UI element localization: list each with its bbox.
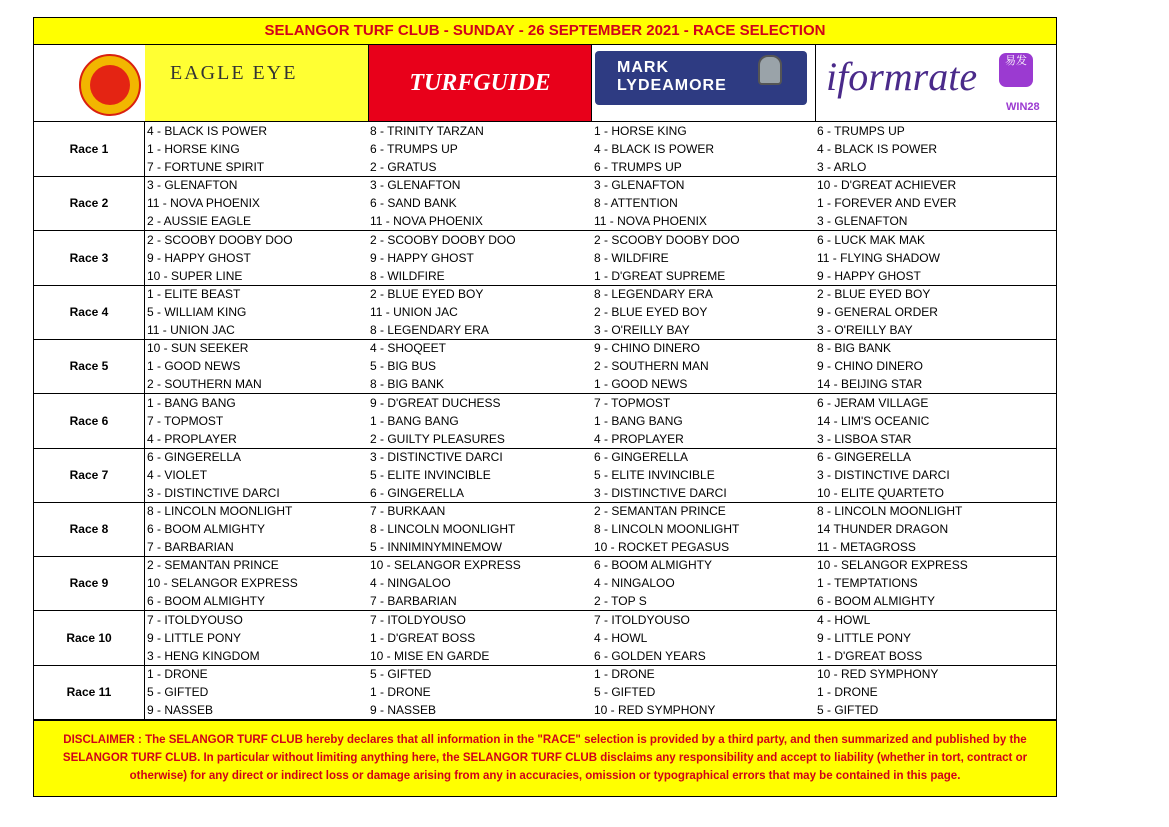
- race-row: [34, 611, 1056, 666]
- selection-entry: 5 - INNIMINYMINEMOW: [370, 540, 502, 555]
- race-label: Race 7: [34, 448, 145, 502]
- selection-entry: 1 - DRONE: [370, 685, 431, 699]
- race-row: [34, 448, 1056, 503]
- selection-entry: 5 - ELITE INVINCIBLE: [370, 467, 491, 482]
- selection-entry: 6 - GINGERELLA: [817, 449, 912, 464]
- win28-label: WIN28: [1006, 101, 1040, 113]
- selection-entry: 3 - GLENAFTON: [817, 214, 908, 229]
- eagle-eye-wordmark: EAGLE EYE: [170, 62, 298, 84]
- selection-entry: 10 - SUPER LINE: [147, 268, 243, 283]
- selection-entry: 2 - GRATUS: [370, 160, 437, 174]
- selection-entry: 6 - BOOM ALMIGHTY: [594, 558, 713, 573]
- selection-entry: 6 - BOOM ALMIGHTY: [147, 594, 266, 609]
- selection-entry: 5 - GIFTED: [817, 703, 879, 717]
- selection-entry: 1 - BANG BANG: [594, 413, 683, 428]
- iformrate-wordmark: iformrate: [826, 54, 978, 99]
- race-selection-table: [34, 122, 1056, 720]
- tipster-column-3: [593, 231, 815, 285]
- selection-entry: 1 - DRONE: [594, 667, 655, 681]
- tipster-column-4: [816, 122, 1056, 176]
- race-row: [34, 231, 1056, 286]
- race-label: Race 3: [34, 231, 145, 285]
- tipster-column-1: [146, 448, 368, 502]
- tipster-column-4: [816, 448, 1056, 502]
- selection-entry: 8 - BIG BANK: [817, 341, 892, 356]
- selection-entry: 2 - SCOOBY DOOBY DOO: [370, 232, 516, 247]
- tipster-logo-row: [34, 45, 1056, 122]
- tipster-column-4: [816, 611, 1056, 665]
- selection-entry: 4 - BLACK IS POWER: [817, 142, 938, 156]
- race-label: Race 10: [34, 611, 145, 665]
- mark-lydeamore-line2: LYDEAMORE: [617, 77, 727, 94]
- tipster-column-3: [593, 611, 815, 665]
- disclaimer-text: DISCLAIMER : The SELANGOR TURF CLUB hereby declares that all information in the "RACE" selection is provided by a third party, and then summarized and published by the SELANGOR TURF CLUB. In particular without limiting anything here, the SELANGOR TURF CLUB disclaims any responsibility and accept to liability (whether in tort, contract or otherwise) for any direct or indirect loss or damage arising from any in accuracies, omission or typographical errors that may be contained in this page.: [34, 720, 1056, 796]
- selection-entry: 3 - LISBOA STAR: [817, 431, 912, 446]
- selection-entry: 5 - GIFTED: [370, 667, 432, 681]
- selection-entry: 1 - GOOD NEWS: [594, 377, 688, 392]
- tipster-column-1: [146, 665, 368, 719]
- selection-entry: 2 - AUSSIE EAGLE: [147, 214, 252, 229]
- selection-entry: 3 - DISTINCTIVE DARCI: [370, 449, 503, 464]
- selection-entry: 1 - HORSE KING: [594, 124, 687, 138]
- selection-entry: 1 - DRONE: [817, 685, 878, 699]
- selection-entry: 9 - HAPPY GHOST: [147, 250, 251, 265]
- selection-entry: 10 - SELANGOR EXPRESS: [817, 558, 968, 573]
- selection-entry: 7 - TOPMOST: [147, 413, 224, 428]
- tipster-column-2: [369, 394, 592, 448]
- turfguide-wordmark: TURFGUIDE: [409, 70, 551, 96]
- selection-entry: 6 - TRUMPS UP: [370, 142, 458, 156]
- selection-entry: 10 - SELANGOR EXPRESS: [147, 576, 298, 591]
- selection-entry: 3 - GLENAFTON: [594, 178, 685, 193]
- selection-entry: 8 - LINCOLN MOONLIGHT: [147, 504, 293, 519]
- selection-entry: 7 - FORTUNE SPIRIT: [147, 160, 265, 174]
- race-label: Race 2: [34, 176, 145, 230]
- race-label: Race 4: [34, 285, 145, 339]
- tipster-column-3: [593, 448, 815, 502]
- race-label: Race 8: [34, 502, 145, 556]
- selection-entry: 7 - ITOLDYOUSO: [594, 612, 690, 627]
- selection-entry: 1 - FOREVER AND EVER: [817, 196, 957, 211]
- selection-entry: 2 - SCOOBY DOOBY DOO: [594, 232, 740, 247]
- selection-entry: 8 - WILDFIRE: [594, 250, 669, 265]
- selection-entry: 9 - LITTLE PONY: [147, 630, 242, 645]
- selection-entry: 6 - GINGERELLA: [370, 485, 465, 500]
- race-label: Race 1: [34, 122, 145, 176]
- selection-entry: 9 - LITTLE PONY: [817, 630, 912, 645]
- selection-entry: 3 - O'REILLY BAY: [817, 322, 913, 337]
- selection-entry: 3 - DISTINCTIVE DARCI: [147, 485, 280, 500]
- selection-entry: 2 - SEMANTAN PRINCE: [147, 558, 279, 573]
- selection-entry: 1 - D'GREAT BOSS: [817, 648, 923, 663]
- selection-entry: 11 - UNION JAC: [370, 304, 458, 319]
- selection-entry: 9 - CHINO DINERO: [594, 341, 701, 356]
- selection-entry: 6 - LUCK MAK MAK: [817, 232, 926, 247]
- selection-entry: 3 - DISTINCTIVE DARCI: [594, 485, 727, 500]
- selection-entry: 8 - TRINITY TARZAN: [370, 124, 484, 138]
- tipster-column-2: [369, 231, 592, 285]
- race-row: [34, 665, 1056, 720]
- selection-entry: 4 - PROPLAYER: [594, 431, 684, 446]
- selection-entry: 3 - ARLO: [817, 160, 867, 174]
- selection-entry: 9 - CHINO DINERO: [817, 359, 924, 374]
- selection-entry: 1 - D'GREAT SUPREME: [594, 268, 726, 283]
- tipster-column-3: [593, 176, 815, 230]
- race-row: [34, 122, 1056, 177]
- selection-entry: 2 - TOP S: [594, 594, 647, 609]
- selection-entry: 2 - BLUE EYED BOY: [370, 286, 484, 301]
- selection-entry: 4 - NINGALOO: [594, 576, 675, 591]
- selection-entry: 7 - BARBARIAN: [147, 540, 234, 555]
- selection-entry: 8 - ATTENTION: [594, 196, 678, 211]
- tipster-column-2: [369, 339, 592, 393]
- club-seal-icon: [79, 54, 141, 116]
- turfguide-logo: [368, 45, 592, 121]
- selection-entry: 1 - ELITE BEAST: [147, 286, 241, 301]
- selection-entry: 3 - GLENAFTON: [370, 178, 461, 193]
- selection-entry: 11 - FLYING SHADOW: [817, 250, 940, 265]
- selection-entry: 8 - LINCOLN MOONLIGHT: [370, 522, 516, 537]
- selection-entry: 5 - GIFTED: [594, 685, 656, 699]
- selection-entry: 7 - BARBARIAN: [370, 594, 457, 609]
- selection-entry: 14 - BEIJING STAR: [817, 377, 923, 392]
- tipster-column-3: [593, 502, 815, 556]
- tipster-column-1: [146, 556, 368, 610]
- tipster-column-4: [816, 339, 1056, 393]
- selection-entry: 1 - GOOD NEWS: [147, 359, 241, 374]
- selection-entry: 9 - HAPPY GHOST: [817, 268, 921, 283]
- tipster-column-4: [816, 665, 1056, 719]
- selection-entry: 14 THUNDER DRAGON: [817, 522, 949, 537]
- race-label: Race 9: [34, 556, 145, 610]
- selection-entry: 8 - WILDFIRE: [370, 268, 445, 283]
- selection-entry: 11 - METAGROSS: [817, 540, 916, 555]
- tipster-column-1: [146, 176, 368, 230]
- selection-entry: 7 - TOPMOST: [594, 395, 671, 410]
- mark-lydeamore-line1: MARK: [617, 59, 669, 76]
- selection-entry: 4 - PROPLAYER: [147, 431, 237, 446]
- selection-entry: 10 - RED SYMPHONY: [594, 703, 716, 717]
- selection-entry: 2 - BLUE EYED BOY: [817, 286, 931, 301]
- tipster-column-1: [146, 394, 368, 448]
- selection-entry: 4 - HOWL: [817, 612, 871, 627]
- selection-entry: 10 - SUN SEEKER: [147, 341, 249, 356]
- selection-entry: 6 - BOOM ALMIGHTY: [817, 594, 936, 609]
- selection-entry: 7 - BURKAAN: [370, 504, 446, 519]
- selection-entry: 10 - D'GREAT ACHIEVER: [817, 178, 957, 193]
- tipster-column-2: [369, 122, 592, 176]
- selection-entry: 4 - BLACK IS POWER: [147, 124, 268, 138]
- tipster-column-1: [146, 231, 368, 285]
- selection-entry: 4 - SHOQEET: [370, 341, 447, 356]
- selection-entry: 10 - ELITE QUARTETO: [817, 485, 944, 500]
- selection-entry: 6 - GINGERELLA: [594, 449, 689, 464]
- tipster-column-1: [146, 502, 368, 556]
- win28-badge-icon: 易发: [999, 53, 1033, 87]
- selection-entry: 1 - TEMPTATIONS: [817, 576, 918, 591]
- tipster-column-2: [369, 556, 592, 610]
- selection-entry: 2 - GUILTY PLEASURES: [370, 431, 505, 446]
- selection-entry: 10 - RED SYMPHONY: [817, 667, 939, 681]
- selection-entry: 2 - BLUE EYED BOY: [594, 304, 708, 319]
- selection-entry: 4 - VIOLET: [147, 467, 208, 482]
- selection-entry: 2 - SOUTHERN MAN: [594, 359, 709, 374]
- tipster-column-4: [816, 394, 1056, 448]
- selection-entry: 7 - ITOLDYOUSO: [147, 612, 243, 627]
- race-row: [34, 339, 1056, 394]
- race-row: [34, 285, 1056, 340]
- selection-entry: 6 - TRUMPS UP: [817, 124, 905, 138]
- race-row: [34, 394, 1056, 449]
- selection-entry: 8 - LINCOLN MOONLIGHT: [594, 522, 740, 537]
- tipster-column-2: [369, 502, 592, 556]
- selection-entry: 9 - NASSEB: [147, 703, 214, 717]
- page-title: SELANGOR TURF CLUB - SUNDAY - 26 SEPTEMBER 2021 - RACE SELECTION: [34, 18, 1056, 45]
- selection-entry: 3 - O'REILLY BAY: [594, 322, 690, 337]
- selection-entry: 11 - NOVA PHOENIX: [594, 214, 707, 229]
- tipster-column-4: [816, 502, 1056, 556]
- selection-entry: 8 - LINCOLN MOONLIGHT: [817, 504, 963, 519]
- selection-entry: 9 - GENERAL ORDER: [817, 304, 938, 319]
- selection-entry: 6 - TRUMPS UP: [594, 160, 682, 174]
- selection-entry: 11 - UNION JAC: [147, 322, 235, 337]
- tipster-column-1: [146, 339, 368, 393]
- tipster-column-4: [816, 176, 1056, 230]
- selection-entry: 5 - GIFTED: [147, 685, 209, 699]
- tipster-column-2: [369, 611, 592, 665]
- selection-entry: 5 - WILLIAM KING: [147, 304, 247, 319]
- tipster-column-2: [369, 448, 592, 502]
- selection-entry: 1 - D'GREAT BOSS: [370, 630, 476, 645]
- selection-entry: 8 - BIG BANK: [370, 377, 445, 392]
- selection-entry: 2 - SOUTHERN MAN: [147, 377, 262, 392]
- selection-entry: 7 - ITOLDYOUSO: [370, 612, 466, 627]
- selection-entry: 1 - DRONE: [147, 667, 208, 681]
- race-label: Race 6: [34, 394, 145, 448]
- selection-entry: 6 - GOLDEN YEARS: [594, 648, 706, 663]
- selection-entry: 11 - NOVA PHOENIX: [370, 214, 483, 229]
- tipster-column-2: [369, 665, 592, 719]
- race-selection-sheet: [33, 17, 1057, 797]
- iformrate-logo: [815, 45, 1056, 121]
- selection-entry: 8 - LEGENDARY ERA: [370, 322, 489, 337]
- tipster-column-4: [816, 231, 1056, 285]
- selection-entry: 10 - MISE EN GARDE: [370, 648, 490, 663]
- race-label: Race 11: [34, 665, 145, 719]
- selection-entry: 6 - JERAM VILLAGE: [817, 395, 929, 410]
- selection-entry: 1 - BANG BANG: [147, 395, 236, 410]
- tipster-column-3: [593, 394, 815, 448]
- selection-entry: 10 - ROCKET PEGASUS: [594, 540, 730, 555]
- tipster-column-2: [369, 285, 592, 339]
- selection-entry: 1 - HORSE KING: [147, 142, 240, 156]
- selection-entry: 6 - SAND BANK: [370, 196, 457, 211]
- mark-lydeamore-logo: [592, 45, 815, 121]
- race-row: [34, 502, 1056, 557]
- tipster-column-3: [593, 339, 815, 393]
- selection-entry: 6 - BOOM ALMIGHTY: [147, 522, 266, 537]
- selection-entry: 2 - SEMANTAN PRINCE: [594, 504, 726, 519]
- selection-entry: 3 - DISTINCTIVE DARCI: [817, 467, 950, 482]
- tipster-column-1: [146, 285, 368, 339]
- selection-entry: 6 - GINGERELLA: [147, 449, 242, 464]
- tipster-column-3: [593, 665, 815, 719]
- selection-entry: 2 - SCOOBY DOOBY DOO: [147, 232, 293, 247]
- race-row: [34, 176, 1056, 231]
- selection-entry: 4 - BLACK IS POWER: [594, 142, 715, 156]
- race-row: [34, 556, 1056, 611]
- selection-entry: 8 - LEGENDARY ERA: [594, 286, 713, 301]
- selection-entry: 4 - HOWL: [594, 630, 648, 645]
- tipster-column-4: [816, 556, 1056, 610]
- microphone-icon: [758, 55, 782, 85]
- eagle-eye-logo: [145, 45, 368, 121]
- mark-lydeamore-banner: [595, 51, 807, 105]
- tipster-column-2: [369, 176, 592, 230]
- tipster-column-3: [593, 556, 815, 610]
- selection-entry: 9 - NASSEB: [370, 703, 437, 717]
- selection-entry: 3 - HENG KINGDOM: [147, 648, 260, 663]
- selection-entry: 3 - GLENAFTON: [147, 178, 238, 193]
- tipster-column-4: [816, 285, 1056, 339]
- selection-entry: 14 - LIM'S OCEANIC: [817, 413, 930, 428]
- selection-entry: 9 - D'GREAT DUCHESS: [370, 395, 501, 410]
- tipster-column-1: [146, 611, 368, 665]
- selection-entry: 11 - NOVA PHOENIX: [147, 196, 260, 211]
- selangor-turf-club-logo: [34, 45, 145, 121]
- selection-entry: 10 - SELANGOR EXPRESS: [370, 558, 521, 573]
- selection-entry: 5 - ELITE INVINCIBLE: [594, 467, 715, 482]
- tipster-column-3: [593, 285, 815, 339]
- selection-entry: 1 - BANG BANG: [370, 413, 459, 428]
- tipster-column-3: [593, 122, 815, 176]
- selection-entry: 4 - NINGALOO: [370, 576, 451, 591]
- selection-entry: 5 - BIG BUS: [370, 359, 437, 374]
- race-label: Race 5: [34, 339, 145, 393]
- selection-entry: 9 - HAPPY GHOST: [370, 250, 474, 265]
- tipster-column-1: [146, 122, 368, 176]
